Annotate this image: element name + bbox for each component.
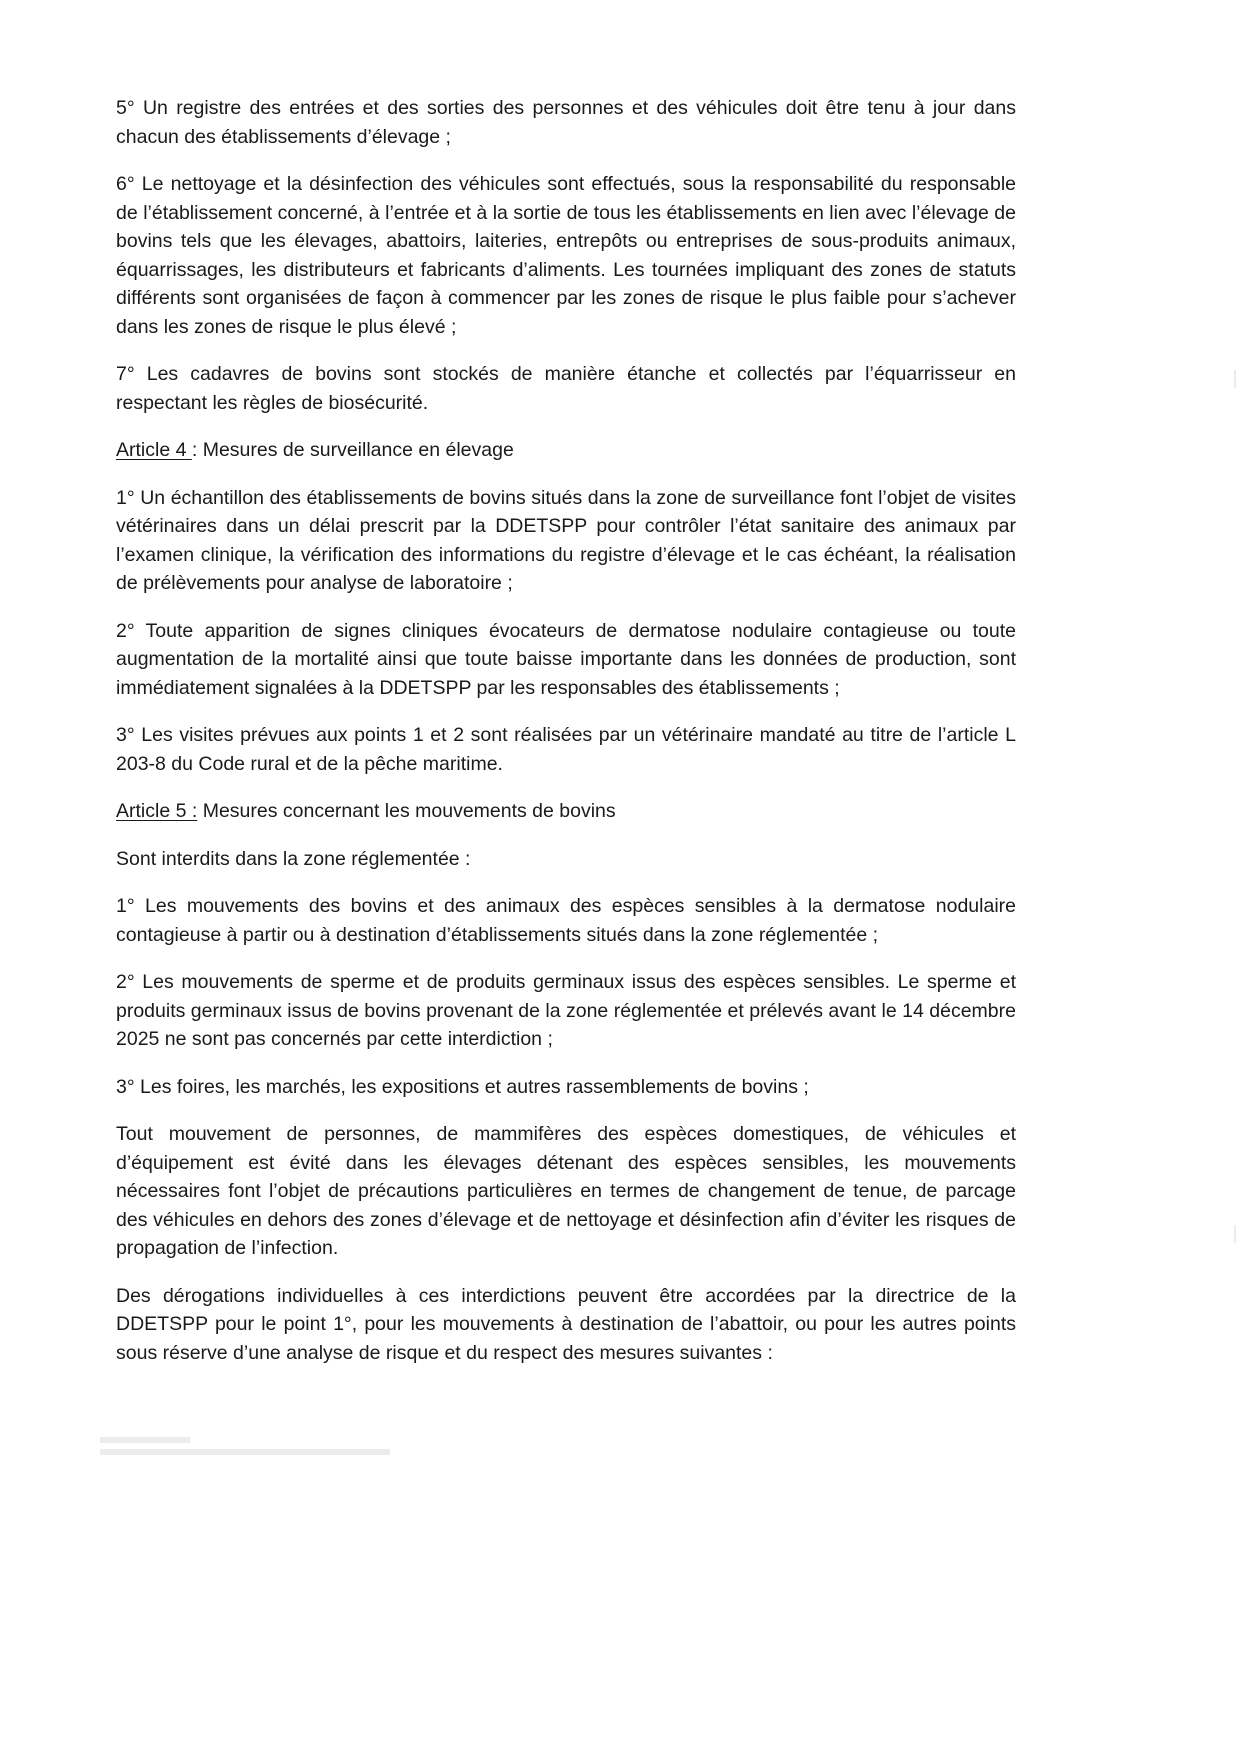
scan-edge-mark (1234, 1225, 1236, 1243)
paragraph-text: 5° Un registre des entrées et des sorties des personnes et des véhicules doit être tenu à jour dans chacun des établissements d’élevage ; (116, 97, 1016, 148)
paragraph-text: 3° Les foires, les marchés, les expositions et autres rassemblements de bovins ; (116, 1075, 809, 1098)
article-4-item-3 (116, 721, 1016, 778)
article-4-label: Article 4 (116, 439, 192, 461)
scan-edge-mark (1234, 370, 1236, 388)
faint-footer-marks (100, 1437, 1016, 1455)
article-5-title: Mesures concernant les mouvements de bovins (197, 800, 616, 822)
paragraph-text: 1° Un échantillon des établissements de bovins situés dans la zone de surveillance font l’objet de visites vétérinaires dans un délai prescrit par la DDETSPP pour contrôler l’état sanitaire des animaux par l’examen clinique, la vérification des informations du registre d’élevage et le cas échéant, la réalisation de prélèvements pour analyse de laboratoire ; (116, 486, 1016, 594)
article-4-heading (116, 436, 1016, 465)
article-4-item-2 (116, 617, 1016, 703)
paragraph-text: 3° Les visites prévues aux points 1 et 2 sont réalisées par un vétérinaire mandaté au titre de l’article L 203-8 du Code rural et de la pêche maritime. (116, 724, 1016, 775)
paragraph-text: 2° Les mouvements de sperme et de produits germinaux issus des espèces sensibles. Le sperme et produits germinaux issus de bovins provenant de la zone réglementée et prélevés avant le 14 décembre 2025 ne sont pas concernés par cette interdiction ; (116, 971, 1016, 1050)
movement-paragraph (116, 1120, 1016, 1263)
paragraph-item-6 (116, 170, 1016, 341)
paragraph-item-7 (116, 360, 1016, 417)
footer-smudge-line (100, 1437, 190, 1443)
derogation-paragraph (116, 1282, 1016, 1368)
article-5-heading (116, 797, 1016, 826)
paragraph-text: 1° Les mouvements des bovins et des animaux des espèces sensibles à la dermatose nodulaire contagieuse à partir ou à destination d’établissements situés dans la zone réglementée ; (116, 895, 1016, 946)
paragraph-text: Sont interdits dans la zone réglementée : (116, 847, 471, 870)
paragraph-text: Des dérogations individuelles à ces interdictions peuvent être accordées par la directrice de la DDETSPP pour le point 1°, pour les mouvements à destination de l’abattoir, ou pour les autres points sous réserve d’une analyse de risque et du respect des mesures suivantes : (116, 1284, 1016, 1364)
paragraph-item-5 (116, 94, 1016, 151)
article-5-label: Article 5 : (116, 800, 198, 822)
footer-smudge-line (100, 1449, 390, 1455)
paragraph-text: 6° Le nettoyage et la désinfection des véhicules sont effectués, sous la responsabilité du responsable de l’établissement concerné, à l’entrée et à la sortie de tous les établissements en lien avec l’élevage de bovins tels que les élevages, abattoirs, laiteries, entrepôts ou entreprises de sous-produits animaux, équarrissages, les distributeurs et fabricants d’aliments. Les tournées impliquant des zones de statuts différents sont organisées de façon à commencer par les zones de risque le plus faible pour s’achever dans les zones de risque le plus élevé ; (116, 173, 1016, 338)
article-5-intro (116, 845, 1016, 874)
article-5-item-3 (116, 1073, 1016, 1102)
paragraph-text: 2° Toute apparition de signes cliniques évocateurs de dermatose nodulaire contagieuse ou toute augmentation de la mortalité ainsi que toute baisse importante dans les données de production, sont immédiatement signalées à la DDETSPP par les responsables des établissements ; (116, 619, 1016, 699)
article-5-item-1 (116, 892, 1016, 949)
article-4-item-1 (116, 484, 1016, 598)
paragraph-text: 7° Les cadavres de bovins sont stockés de manière étanche et collectés par l’équarrisseur en respectant les règles de biosécurité. (116, 363, 1016, 414)
article-4-title: : Mesures de surveillance en élevage (191, 439, 514, 461)
article-5-item-2 (116, 968, 1016, 1054)
paragraph-text: Tout mouvement de personnes, de mammifères des espèces domestiques, de véhicules et d’équipement est évité dans les élevages détenant des espèces sensibles, les mouvements nécessaires font l’objet de précautions particulières en termes de changement de tenue, de parcage des véhicules en dehors des zones d’élevage et de nettoyage et désinfection afin d’éviter les risques de propagation de l’infection. (116, 1123, 1016, 1259)
